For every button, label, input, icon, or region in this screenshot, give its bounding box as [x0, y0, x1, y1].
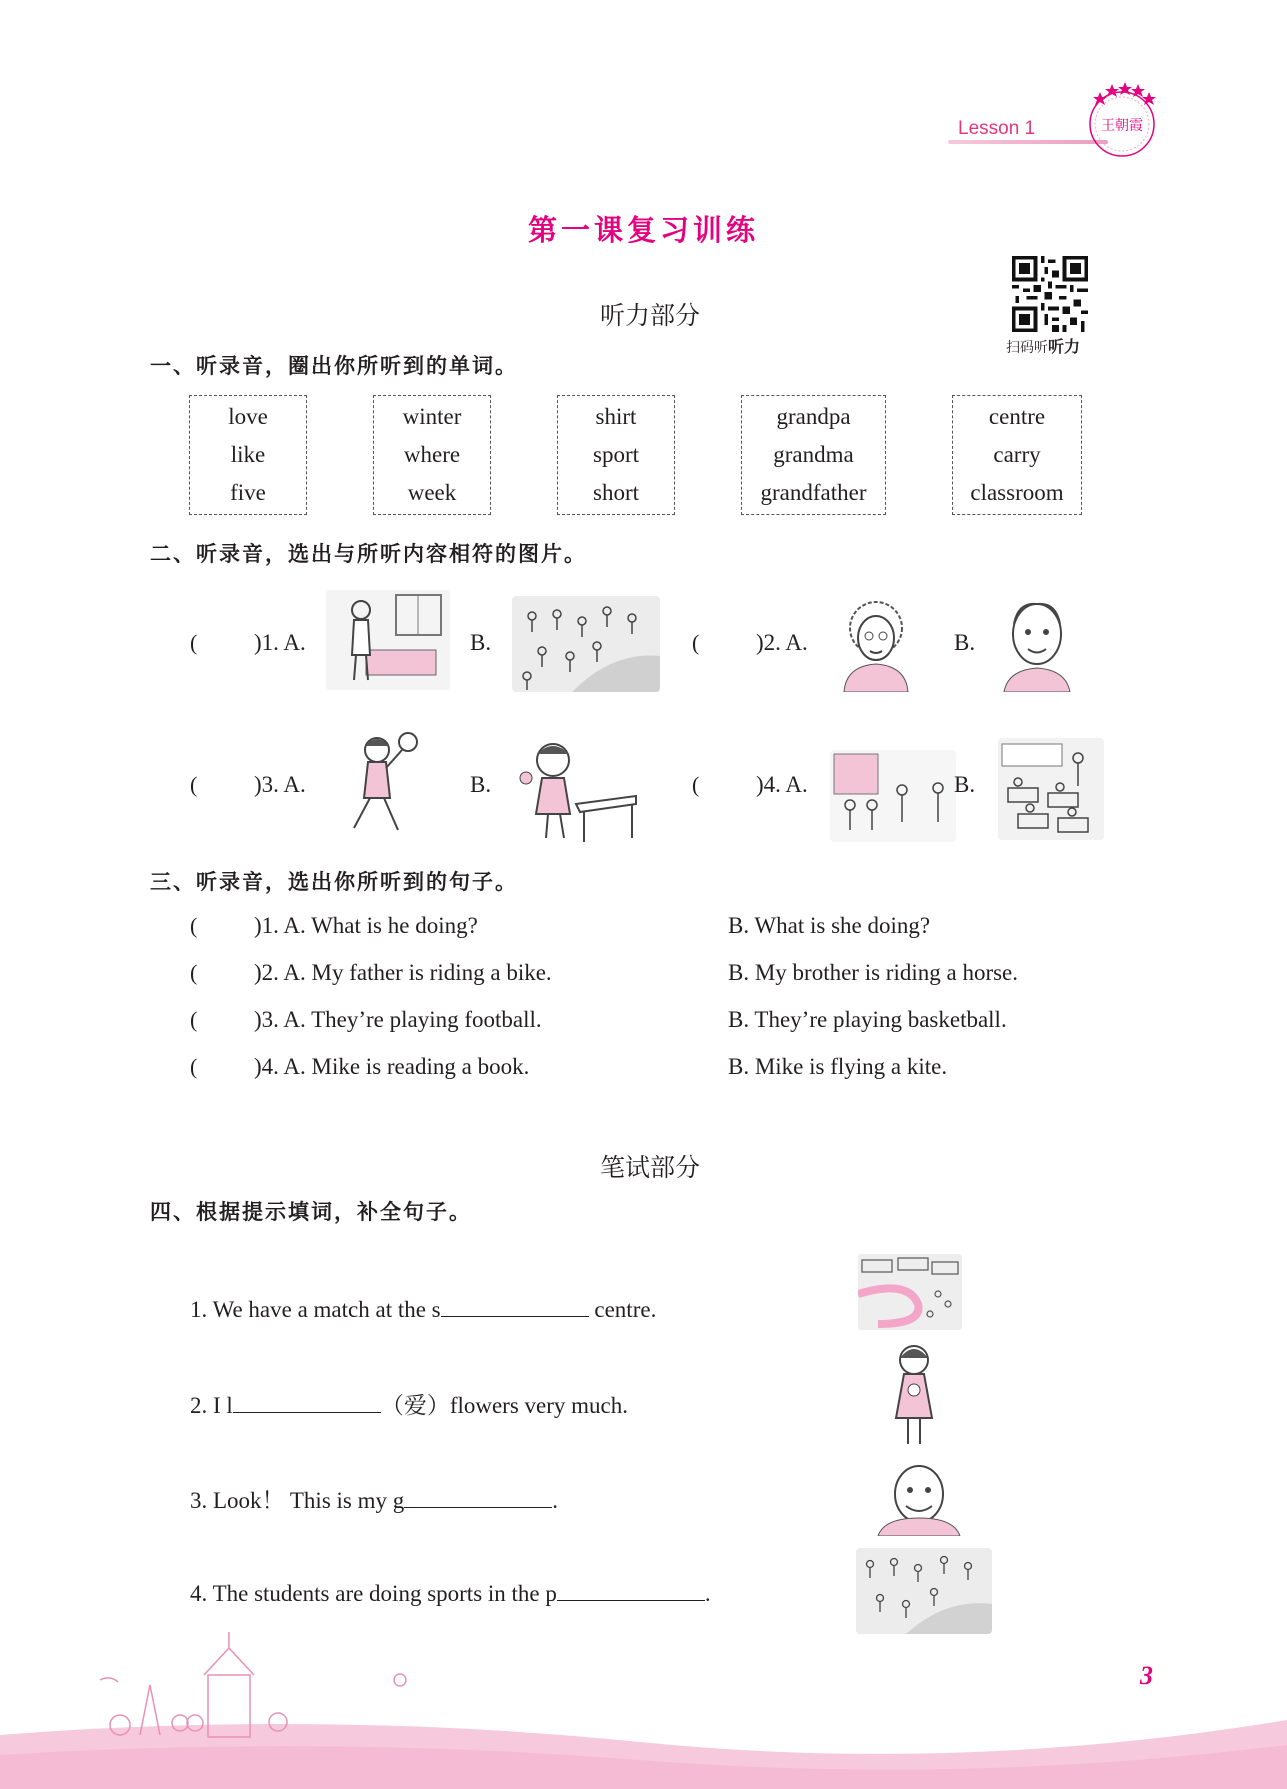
- word-option[interactable]: where: [403, 442, 461, 467]
- answer-paren[interactable]: (: [692, 630, 700, 655]
- listening-heading: 听力部分: [599, 301, 700, 330]
- writing-heading: 笔试部分: [599, 1153, 700, 1182]
- item-number: )1. A.: [254, 630, 306, 655]
- fill-sentence-1: 1. We have a match at the s centre.: [190, 1292, 656, 1323]
- answer-paren[interactable]: (: [190, 1054, 198, 1079]
- word-option[interactable]: like: [230, 442, 266, 467]
- sentence-option-a: )4. A. Mike is reading a book.: [254, 1054, 530, 1079]
- word-option[interactable]: grandfather: [760, 480, 867, 505]
- word-option[interactable]: classroom: [970, 480, 1064, 505]
- answer-paren[interactable]: (: [692, 772, 700, 797]
- part3-heading: 三、听录音，选出你所听到的句子。: [150, 870, 518, 894]
- fill-sentence-3: 3. Look！ This is my g .: [190, 1482, 558, 1515]
- sentence-option-b: B. What is she doing?: [728, 913, 931, 938]
- sentence-option-a: )3. A. They’re playing football.: [254, 1007, 542, 1032]
- part1-heading: 一、听录音，圈出你所听到的单词。: [150, 354, 518, 378]
- word-option[interactable]: grandma: [773, 442, 854, 467]
- answer-paren[interactable]: (: [190, 960, 198, 985]
- blank-input[interactable]: [233, 1388, 381, 1413]
- grandpa-picture-icon[interactable]: [998, 594, 1076, 692]
- sentence-option-b: B. Mike is flying a kite.: [728, 1054, 948, 1079]
- sentence-option-b: B. My brother is riding a horse.: [728, 960, 1019, 985]
- word-box-5: [952, 395, 1082, 515]
- part2-heading: 二、听录音，选出与所听内容相符的图片。: [150, 542, 587, 566]
- word-option[interactable]: winter: [402, 404, 462, 429]
- girl-table-tennis-picture-icon[interactable]: [508, 732, 638, 844]
- item-number: )3. A.: [254, 772, 306, 797]
- word-option[interactable]: sport: [593, 442, 639, 467]
- footer-decoration: [0, 1560, 1287, 1789]
- word-option[interactable]: love: [228, 404, 268, 429]
- sports-centre-picture-icon: [858, 1254, 962, 1330]
- bedroom-girl-picture-icon[interactable]: [326, 590, 450, 690]
- publisher-badge-icon: [1078, 78, 1168, 160]
- sentence-option-a: )1. A. What is he doing?: [254, 913, 478, 938]
- word-box-1: [189, 395, 307, 515]
- word-option[interactable]: carry: [993, 442, 1041, 467]
- word-option[interactable]: five: [230, 480, 266, 505]
- sentence-option-a: )2. A. My father is riding a bike.: [254, 960, 552, 985]
- blank-input[interactable]: [441, 1292, 589, 1317]
- part4-heading: 四、根据提示填词，补全句子。: [150, 1200, 472, 1224]
- grandma-picture-icon[interactable]: [836, 596, 916, 692]
- girl-with-flowers-picture-icon: [884, 1338, 944, 1450]
- answer-paren[interactable]: (: [190, 1007, 198, 1032]
- word-box-3: [557, 395, 675, 515]
- playground-students-picture-icon[interactable]: [512, 596, 660, 692]
- word-option[interactable]: shirt: [595, 404, 637, 429]
- fill-sentence-4: 4. The students are doing sports in the p .: [190, 1576, 711, 1607]
- qr-label: 扫码听听力: [1006, 337, 1081, 356]
- word-option[interactable]: grandpa: [776, 404, 851, 429]
- blank-input[interactable]: [404, 1483, 552, 1508]
- item-number: )2. A.: [756, 630, 808, 655]
- girl-badminton-picture-icon[interactable]: [332, 728, 432, 840]
- option-b-label: B.: [954, 630, 976, 655]
- fill-sentence-2: 2. I l （爱）flowers very much.: [190, 1387, 628, 1420]
- item-number: )4. A.: [756, 772, 808, 797]
- word-box-4: [741, 395, 886, 515]
- word-option[interactable]: centre: [988, 404, 1046, 429]
- option-b-label: B.: [954, 772, 976, 797]
- classroom-students-picture-icon[interactable]: [830, 750, 956, 842]
- option-b-label: B.: [470, 630, 492, 655]
- word-option[interactable]: week: [407, 480, 457, 505]
- word-option[interactable]: short: [593, 480, 639, 505]
- word-box-2: [373, 395, 491, 515]
- page-number: 3: [1140, 1661, 1153, 1690]
- grandpa-face-picture-icon: [874, 1460, 964, 1536]
- page-title: 第一课复习训练: [527, 213, 759, 247]
- sentence-option-b: B. They’re playing basketball.: [728, 1007, 1007, 1032]
- students-desks-picture-icon[interactable]: [998, 738, 1104, 840]
- answer-paren[interactable]: (: [190, 772, 198, 797]
- option-b-label: B.: [470, 772, 492, 797]
- qr-code-icon[interactable]: [1012, 256, 1088, 332]
- svg-text:王朝霞: 王朝霞: [1101, 118, 1143, 134]
- answer-paren[interactable]: (: [190, 913, 198, 938]
- lesson-label: Lesson 1: [958, 118, 1036, 139]
- answer-paren[interactable]: (: [190, 630, 198, 655]
